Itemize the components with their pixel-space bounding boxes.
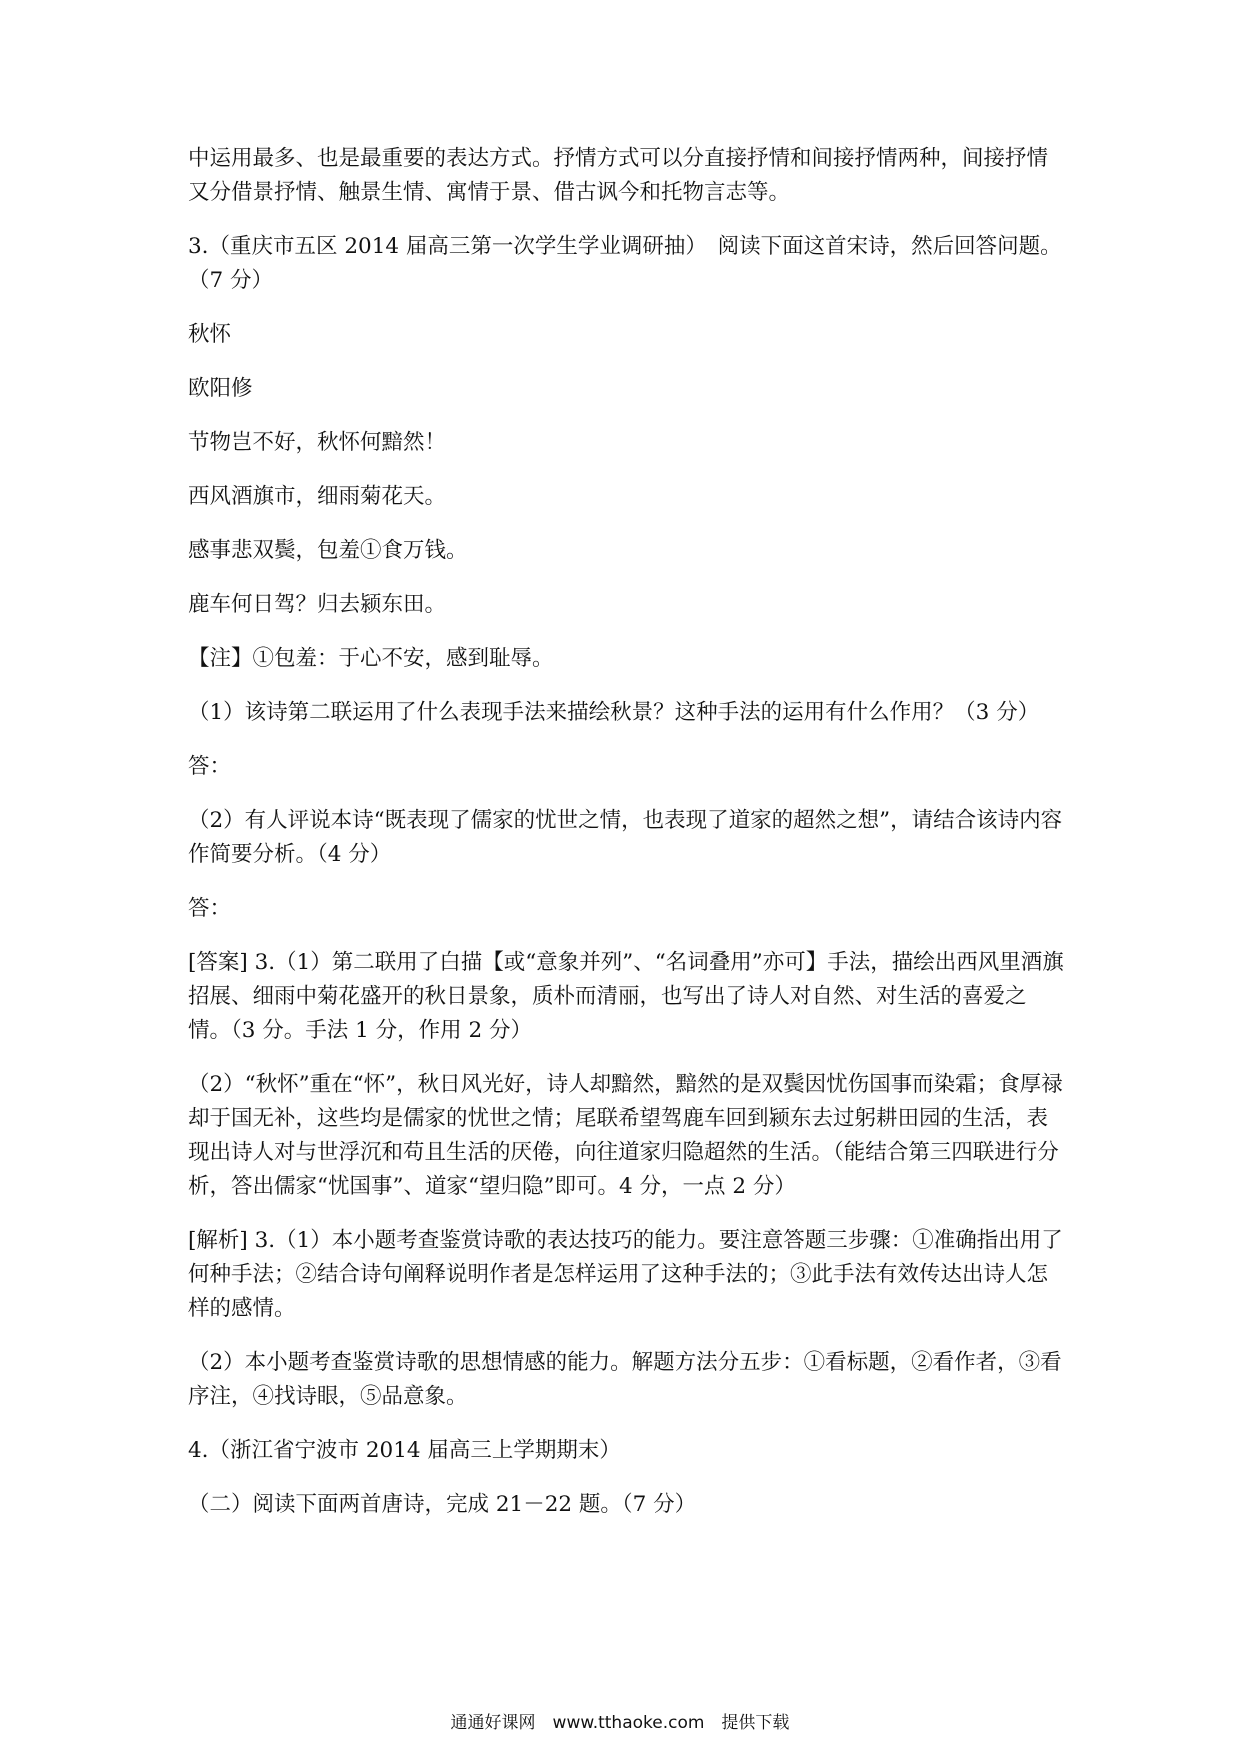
document-body (188, 142, 1068, 1522)
answer-prompt-1: 答： (188, 754, 232, 779)
question-3-heading: 3.（重庆市五区 2014 届高三第一次学生学业调研抽） 阅读下面这首宋诗，然后回答问题。（7 分） (188, 234, 1062, 293)
answer-prompt-2: 答： (188, 896, 232, 921)
question-4-heading: 4.（浙江省宁波市 2014 届高三上学期期末） (188, 1438, 621, 1463)
sub-question-1: （1）该诗第二联运用了什么表现手法来描绘秋景？这种手法的运用有什么作用？（3 分） (188, 700, 1040, 725)
poem-author: 欧阳修 (188, 376, 253, 401)
poem-line-2: 西风酒旗市，细雨菊花天。 (188, 484, 447, 509)
poem-line-4: 鹿车何日驾？归去颍东田。 (188, 592, 447, 617)
poem-line-3: 感事悲双鬓，包羞①食万钱。 (188, 538, 468, 563)
poem-note: 【注】①包羞：于心不安，感到耻辱。 (188, 646, 554, 671)
answer-key-2: （2）“秋怀”重在“怀”，秋日风光好，诗人却黯然，黯然的是双鬓因忧伤国事而染霜；食厚禄却于国无补，这些均是儒家的忧世之情；尾联希望驾鹿车回到颍东去过躬耕田园的生活，表现出诗人对与世浮沉和苟且生活的厌倦，向往道家归隐超然的生活。（能结合第三四联进行分析，答出儒家“忧国事”、道家“望归隐”即可。4 分，一点 2 分） (188, 1072, 1063, 1199)
analysis-2: （2）本小题考查鉴赏诗歌的思想情感的能力。解题方法分五步：①看标题，②看作者，③看序注，④找诗眼，⑤品意象。 (188, 1350, 1062, 1409)
section-2-instruction: （二）阅读下面两首唐诗，完成 21－22 题。（7 分） (188, 1492, 697, 1517)
answer-key-1: [答案] 3.（1）第二联用了白描【或“意象并列”、“名词叠用”亦可】手法，描绘出西风里酒旗招展、细雨中菊花盛开的秋日景象，质朴而清丽，也写出了诗人对自然、对生活的喜爱之情。（3 分。手法 1 分，作用 2 分） (188, 950, 1064, 1043)
poem-title: 秋怀 (188, 322, 232, 347)
analysis-1: [解析] 3.（1）本小题考查鉴赏诗歌的表达技巧的能力。要注意答题三步骤：①准确指出用了何种手法；②结合诗句阐释说明作者是怎样运用了这种手法的；③此手法有效传达出诗人怎样的感情。 (188, 1228, 1063, 1321)
poem-line-1: 节物岂不好，秋怀何黯然！ (188, 430, 447, 455)
sub-question-2: （2）有人评说本诗“既表现了儒家的忧世之情，也表现了道家的超然之想”，请结合该诗内容作简要分析。（4 分） (188, 808, 1063, 867)
page-footer: 通通好课网 www.tthaoke.com 提供下载 (450, 1713, 790, 1733)
paragraph-intro-continuation: 中运用最多、也是最重要的表达方式。抒情方式可以分直接抒情和间接抒情两种，间接抒情又分借景抒情、触景生情、寓情于景、借古讽今和托物言志等。 (188, 146, 1049, 205)
